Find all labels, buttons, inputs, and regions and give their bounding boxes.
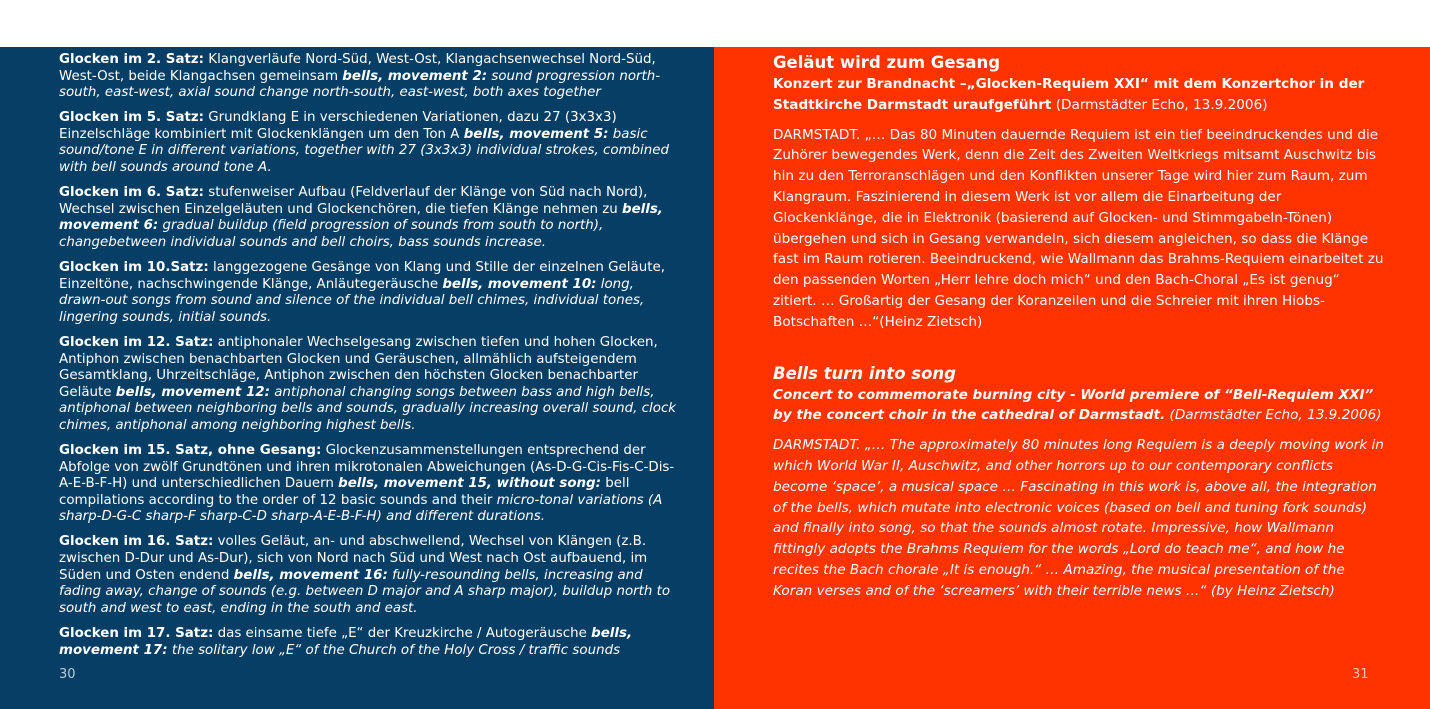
review-subtitle-en: Concert to commemorate burning city - World premiere of “Bell-Requiem XXI” by the concert choir in the cathedral of Darmstadt. (Darmstädter Echo, 13.9.2006) xyxy=(773,386,1382,424)
paragraph-movement-2: Glocken im 2. Satz: Klangverläufe Nord-Süd, West-Ost, Klangachsenwechsel Nord-Süd, West-Ost, beide Klangachsen gemeinsam bells, movement 2: sound progression north-south, east-west, axial sound change north-south, east-west, both axes together xyxy=(59,52,661,101)
review-body-en: DARMSTADT. „… The approximately 80 minutes long Requiem is a deeply moving work in which World War II, Auschwitz, and other horrors up to our contemporary conflicts become ‘space’, a musical space … Fascinating in this work is, above all, the integration of the bells, which mutate into electronic voices (based on bell and tuning fork sounds) and finally into song, so that the sounds almost rotate. Impressive, how Wallmann fittingly adopts the Brahms Requiem for the words „Lord do teach me“, and how he recites the Bach chorale „It is enough.“ … Amazing, the musical presentation of the Koran verses and of the ‘screamers’ with their terrible news …“ (by Heinz Zietsch) xyxy=(773,437,1384,599)
paragraph-movement-15: Glocken im 15. Satz, ohne Gesang: Glockenzusammenstellungen entsprechend der Abfolge von zwölf Grundtönen und ihren mikrotonalen Abweichungen (As-D-G-Cis-Fis-C-Dis-A-E-B-F-H) und unterschiedlichen Dauern bells, movement 15, without song: bell compilations according to the order of 12 basic sounds and their micro-tonal variations (A sharp-D-G-C sharp-F sharp-C-D sharp-A-E-B-F-H) and different durations. xyxy=(59,442,675,525)
paragraph-movement-17: Glocken im 17. Satz: das einsame tiefe „E“ der Kreuzkirche / Autogeräusche bells, movement 17: the solitary low „E“ of the Church of the Holy Cross / traffic sounds xyxy=(59,625,633,658)
review-title-en: Bells turn into song xyxy=(773,363,956,383)
review-subtitle-de: Konzert zur Brandnacht –„Glocken-Requiem XXI“ mit dem Konzertchor in der Stadtkirche Darmstadt uraufgeführt (Darmstädter Echo, 13.9.2006) xyxy=(773,76,1365,113)
paragraph-movement-5: Glocken im 5. Satz: Grundklang E in verschiedenen Variationen, dazu 27 (3x3x3) Einzelschläge kombiniert mit Glockenklängen um den Ton A bells, movement 5: basic sound/tone E in different variations, together with 27 (3x3x3) individual strokes, combined with bell sounds around tone A. xyxy=(59,110,670,176)
review-body-de: DARMSTADT. „… Das 80 Minuten dauernde Requiem ist ein tief beeindruckendes und die Zuhörer bewegendes Werk, denn die Zeit des Zweiten Weltkriegs mitsamt Auschwitz bis hin zu den Terroranschlägen und den Konflikten unserer Tage wird hier zum Raum, zum Klangraum. Faszinierend in diesem Werk ist vor allem die Einarbeitung der Glockenklänge, die in Elektronik (basierend auf Glocken- und Stimmgabeln-Tönen) übergehen und sich in Gesang verwandeln, sich diesem angleichen, so dass die Klänge fast im Raum rotieren. Beeindruckend, wie Wallmann das Brahms-Requiem einarbeitet zu den passenden Worten „Herr lehre doch mich“ und den Bach-Choral „Es ist genug“ zitiert. … Großartig der Gesang der Koranzeilen und die Schreier mit ihren Hiobs-Botschaften …“(Heinz Zietsch) xyxy=(773,126,1384,330)
review-title-de: Geläut wird zum Gesang xyxy=(773,53,1001,72)
page-number-left: 30 xyxy=(59,667,76,682)
review-source-de: (Darmstädter Echo, 13.9.2006) xyxy=(1051,96,1268,113)
right-page xyxy=(714,47,1430,709)
paragraph-movement-10: Glocken im 10.Satz: langgezogene Gesänge von Klang und Stille der einzelnen Geläute, Einzeltöne, nachschwingende Klänge, Anläutegeräusche bells, movement 10: long, drawn-out songs from sound and silence of the individual bell chimes, individual tones, lingering sounds, initial sounds. xyxy=(59,260,665,325)
press-review xyxy=(773,52,1385,602)
movement-descriptions xyxy=(59,52,684,668)
review-english xyxy=(773,363,1385,602)
page-number-right: 31 xyxy=(1352,667,1369,682)
review-source-en: (Darmstädter Echo, 13.9.2006) xyxy=(1165,407,1382,424)
paragraph-movement-12: Glocken im 12. Satz: antiphonaler Wechselgesang zwischen tiefen und hohen Glocken, Antiphon zwischen benachbarten Glocken und Geräuschen, allmählich aufsteigendem Gesamtklang, Uhrzeitschläge, Antiphon zwischen den höchsten Glocken benachbarter Geläute bells, movement 12: antiphonal changing songs between bass and high bells, antiphonal between neighboring bells and sounds, gradually increasing overall sound, clock chimes, antiphonal among neighboring highest bells. xyxy=(59,334,677,433)
paragraph-movement-6: Glocken im 6. Satz: stufenweiser Aufbau (Feldverlauf der Klänge von Süd nach Nord), Wechsel zwischen Einzelgeläuten und Glockenchören, die tiefen Klänge nehmen zu bells, movement 6: gradual buildup (field progression of sounds from south to north), changebetween individual sounds and bell choirs, bass sounds increase. xyxy=(59,185,663,250)
review-german xyxy=(773,52,1385,333)
left-page xyxy=(0,47,714,709)
paragraph-movement-16: Glocken im 16. Satz: volles Geläut, an- und abschwellend, Wechsel von Klängen (z.B. zwischen D-Dur und As-Dur), sich von Nord nach Süd und West nach Ost aufbauend, im Süden und Osten endend bells, movement 16: fully-resounding bells, increasing and fading away, change of sounds (e.g. between D major and A sharp major), buildup north to south and west to east, ending in the south and east. xyxy=(59,534,671,616)
